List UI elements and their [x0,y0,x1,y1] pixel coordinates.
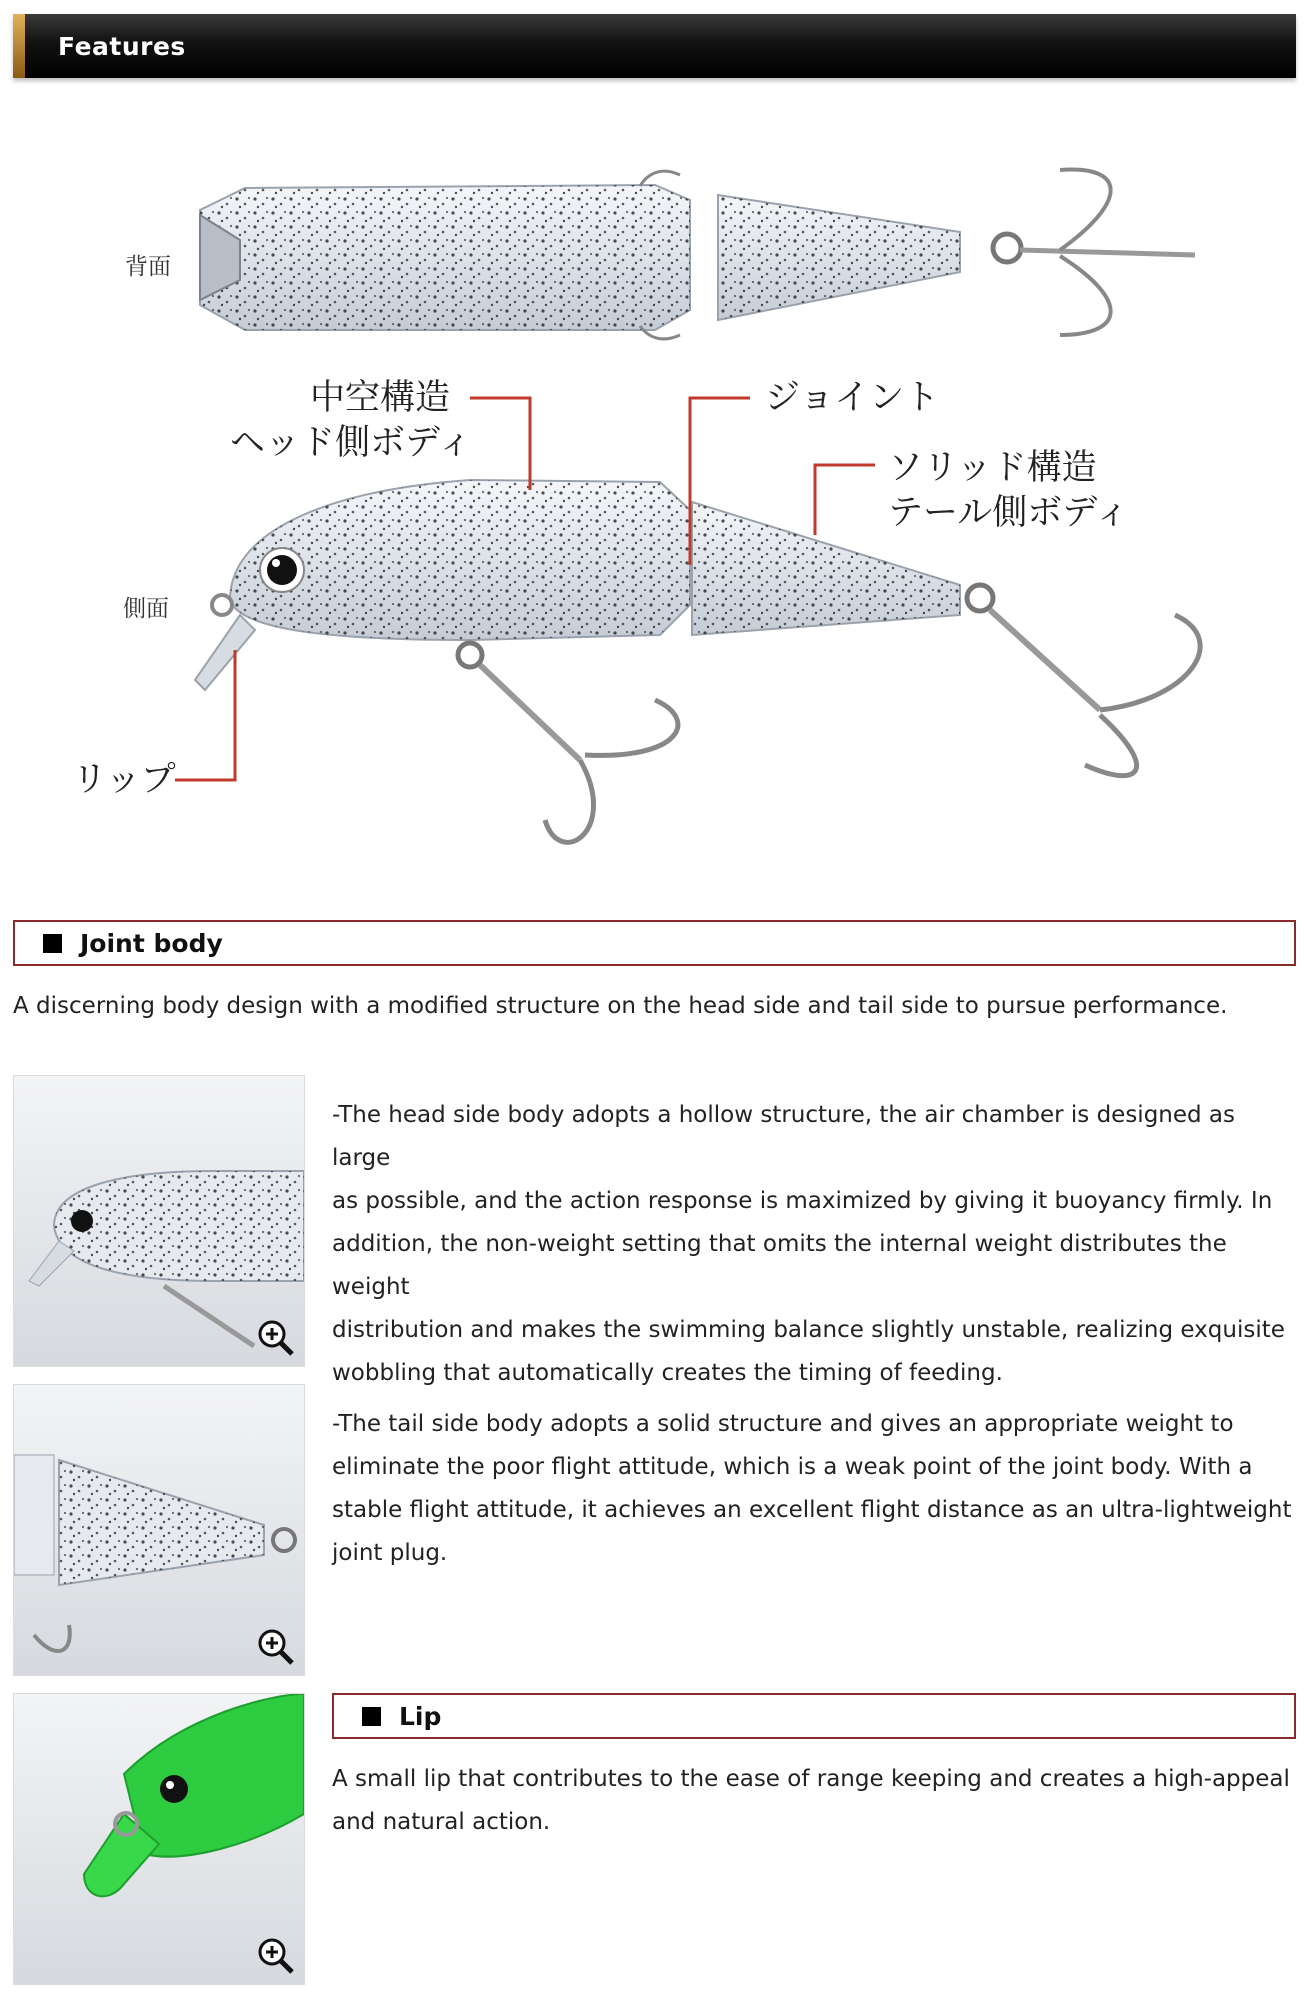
head-body-line: wobbling that automatically creates the timing of feeding. [332,1360,1003,1386]
thumbnail-head-body[interactable] [13,1075,305,1367]
callout-tail-line1: ソリッド構造 [888,448,1097,488]
tail-body-description [332,1403,1292,1575]
head-body-description [332,1094,1292,1395]
head-body-line: as possible, and the action response is maximized by giving it buoyancy firmly. In [332,1188,1273,1214]
callout-tail-line2: テール側ボディ [888,493,1130,533]
square-bullet-icon [43,934,62,953]
zoom-in-icon[interactable] [256,1936,296,1976]
lure-diagram [0,0,1307,880]
tail-body-line: -The tail side body adopts a solid structure and gives an appropriate weight to [332,1411,1234,1437]
lip-line: and natural action. [332,1809,551,1835]
thumbnail-tail-body[interactable] [13,1384,305,1676]
callout-head-line2: ヘッド側ボディ [230,423,473,463]
side-view-label: 側面 [123,596,169,622]
tail-body-line: eliminate the poor flight attitude, which is a weak point of the joint body. With a [332,1454,1253,1480]
page-title: Features [58,32,186,61]
thumbnail-lip[interactable] [13,1693,305,1985]
lip-header [332,1693,1296,1739]
joint-body-header [13,920,1296,966]
tail-body-line: stable flight attitude, it achieves an excellent flight distance as an ultra-lightweight [332,1497,1292,1523]
lip-line: A small lip that contributes to the ease of range keeping and creates a high-appeal [332,1766,1290,1792]
head-body-line: distribution and makes the swimming balance slightly unstable, realizing exquisite [332,1317,1285,1343]
square-bullet-icon [362,1707,381,1726]
zoom-in-icon[interactable] [256,1318,296,1358]
callout-joint: ジョイント [765,378,940,418]
lip-description [332,1758,1292,1844]
lip-title: Lip [399,1701,442,1731]
callout-lip: リップ [72,760,176,800]
zoom-in-icon[interactable] [256,1627,296,1667]
top-view-label: 背面 [125,254,171,280]
tail-body-line: joint plug. [332,1540,448,1566]
callout-head-line1: 中空構造 [310,378,451,418]
joint-body-intro: A discerning body design with a modified structure on the head side and tail side to pursue performance. [13,993,1228,1019]
head-body-line: -The head side body adopts a hollow structure, the air chamber is designed as large [332,1102,1236,1171]
head-body-line: addition, the non-weight setting that omits the internal weight distributes the weight [332,1231,1227,1300]
lure-top-view [200,170,1195,339]
joint-body-title: Joint body [80,928,223,958]
